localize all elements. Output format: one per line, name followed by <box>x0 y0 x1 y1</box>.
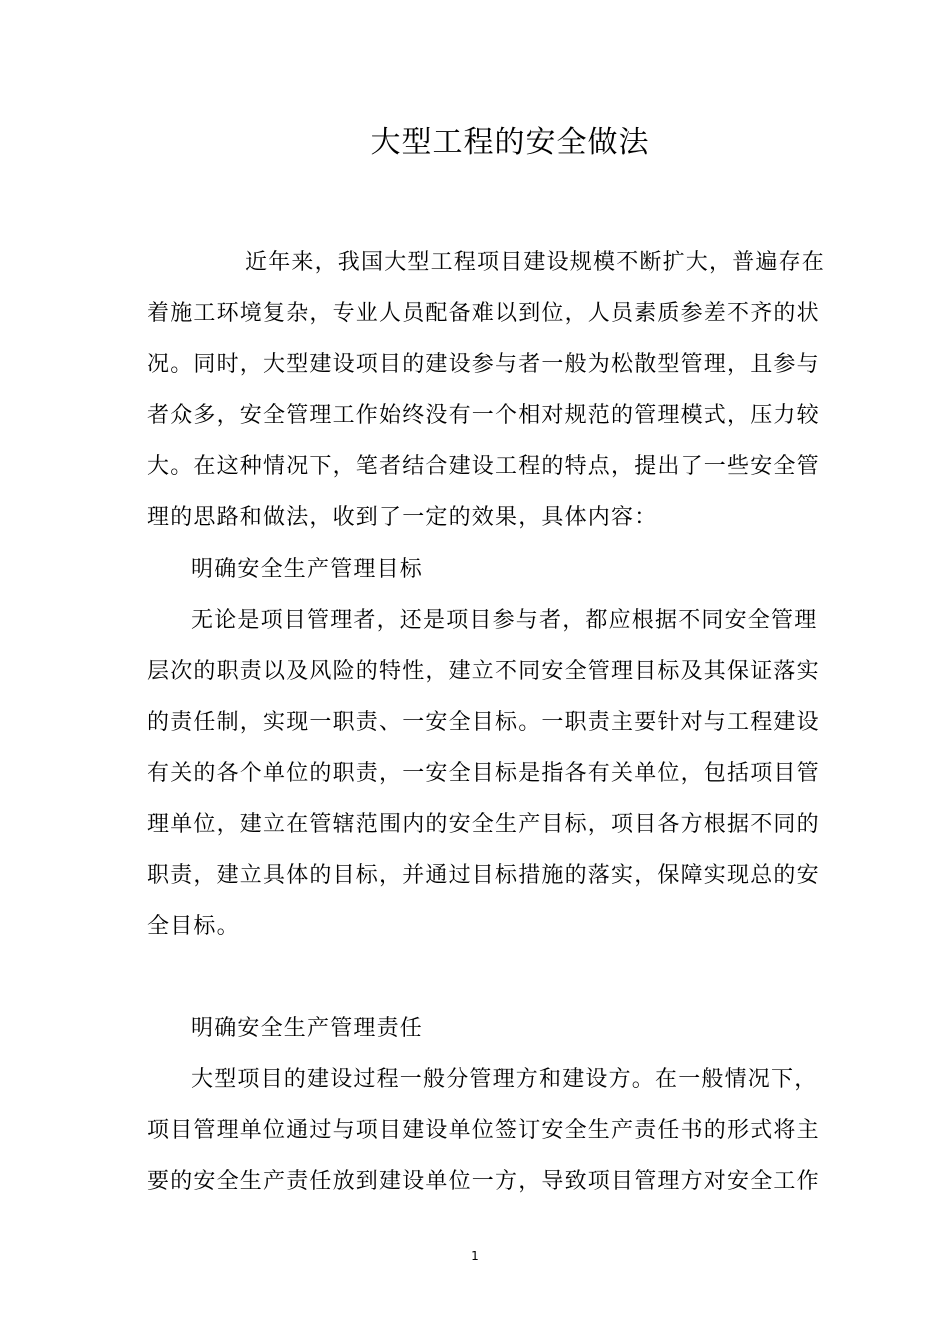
paragraph-line: 层次的职责以及风险的特性，建立不同安全管理目标及其保证落实 <box>147 659 820 684</box>
paragraph-line: 要的安全生产责任放到建设单位一方，导致项目管理方对安全工作 <box>147 1169 820 1194</box>
paragraph-line: 的责任制，实现一职责、一安全目标。一职责主要针对与工程建设 <box>147 710 820 735</box>
document-title: 大型工程的安全做法 <box>370 125 650 160</box>
page-number: 1 <box>471 1249 479 1263</box>
paragraph-line: 理单位，建立在管辖范围内的安全生产目标，项目各方根据不同的 <box>147 812 820 837</box>
paragraph-line: 无论是项目管理者，还是项目参与者，都应根据不同安全管理 <box>191 608 818 633</box>
paragraph-line: 全目标。 <box>147 914 240 939</box>
paragraph-line: 着施工环境复杂，专业人员配备难以到位，人员素质参差不齐的状 <box>147 301 820 326</box>
section-heading: 明确安全生产管理目标 <box>191 557 424 582</box>
paragraph-line: 者众多，安全管理工作始终没有一个相对规范的管理模式，压力较 <box>147 403 820 428</box>
paragraph-line: 况。同时，大型建设项目的建设参与者一般为松散型管理，且参与 <box>147 352 820 377</box>
paragraph-line: 近年来，我国大型工程项目建设规模不断扩大，普遍存在 <box>245 250 826 275</box>
section-heading: 明确安全生产管理责任 <box>191 1016 424 1041</box>
paragraph-line: 项目管理单位通过与项目建设单位签订安全生产责任书的形式将主 <box>147 1118 820 1143</box>
paragraph-line: 有关的各个单位的职责，一安全目标是指各有关单位，包括项目管 <box>147 761 820 786</box>
paragraph-line: 职责，建立具体的目标，并通过目标措施的落实，保障实现总的安 <box>147 863 820 888</box>
paragraph-line: 大。在这种情况下，笔者结合建设工程的特点，提出了一些安全管 <box>147 454 820 479</box>
paragraph-line: 大型项目的建设过程一般分管理方和建设方。在一般情况下， <box>191 1067 818 1092</box>
paragraph-line: 理的思路和做法，收到了一定的效果，具体内容： <box>147 505 658 530</box>
